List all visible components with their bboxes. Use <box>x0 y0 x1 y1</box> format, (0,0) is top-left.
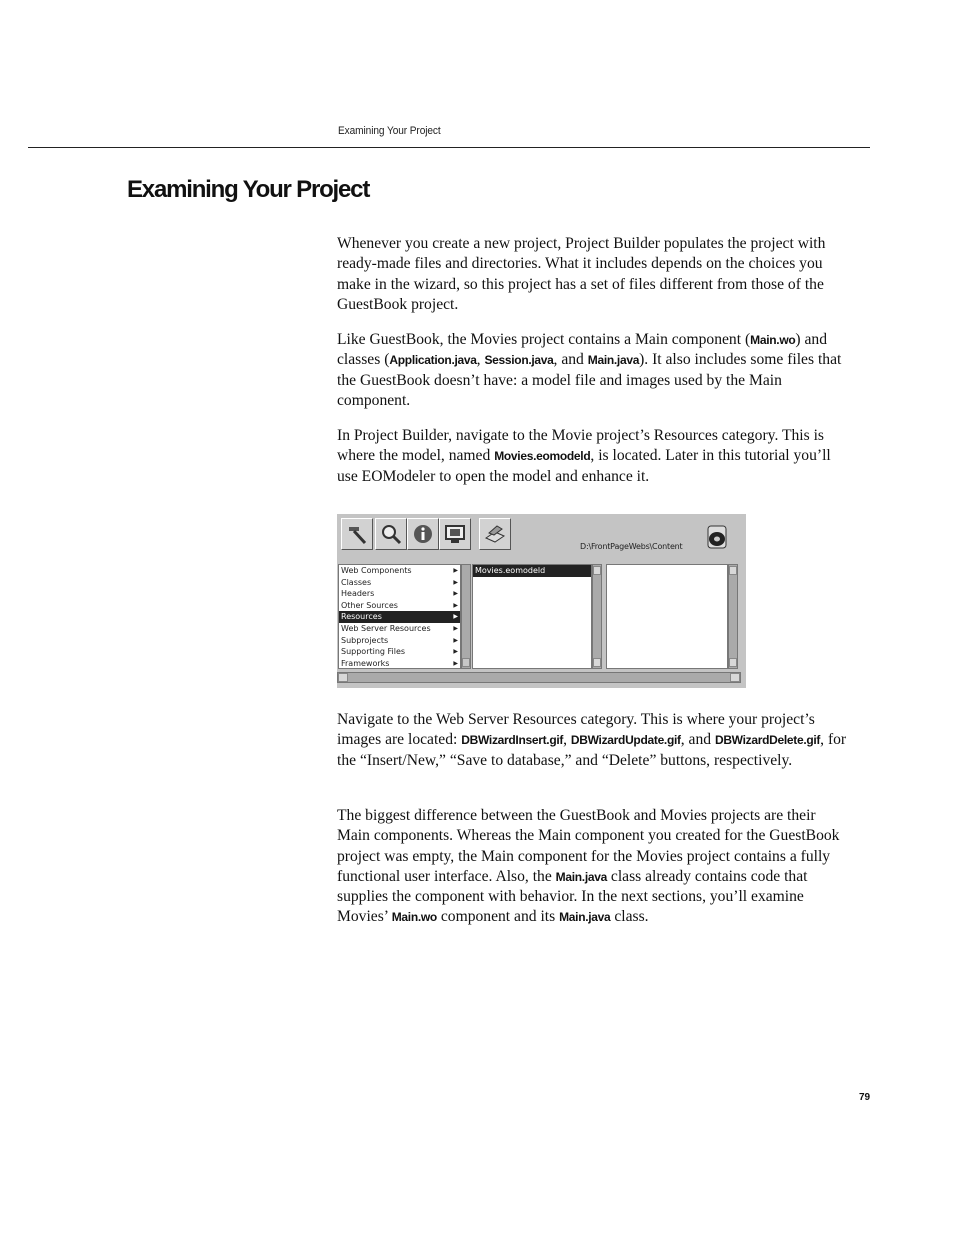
info-icon <box>411 522 435 546</box>
scroll-left-button[interactable] <box>338 673 348 682</box>
monitor-icon <box>443 522 467 546</box>
code-dbwizardinsert: DBWizardInsert.gif <box>461 733 564 748</box>
expand-arrow-icon: ▶ <box>453 578 458 586</box>
file-scrollbar[interactable] <box>592 564 602 669</box>
category-item[interactable]: Resources ▶ <box>341 612 458 622</box>
scroll-right-button[interactable] <box>730 673 740 682</box>
category-item[interactable]: Subprojects ▶ <box>341 635 458 645</box>
expand-arrow-icon: ▶ <box>453 590 458 598</box>
inspector-button[interactable] <box>407 518 439 550</box>
detail-list[interactable] <box>606 564 728 669</box>
code-main-wo: Main.wo <box>750 333 796 347</box>
category-item[interactable]: Frameworks ▶ <box>341 658 458 668</box>
header-rule <box>28 147 870 148</box>
file-list[interactable] <box>472 564 592 669</box>
code-dbwizarddelete: DBWizardDelete.gif <box>714 733 821 748</box>
category-item[interactable]: Web Components ▶ <box>341 566 458 575</box>
code-session-java: Session.java <box>484 353 554 368</box>
code-main-wo: Main.wo <box>391 910 437 925</box>
paragraph-2: Like GuestBook, the Movies project contains a Main component (Main.wo) and classes (Application.java, Session.java, and Main.java). It also includes some files that the GuestBook doesn’t have: a model file and images used by the Main component. <box>337 331 842 409</box>
find-button[interactable] <box>375 518 407 550</box>
code-main-java: Main.java <box>559 910 611 925</box>
paragraph-3: In Project Builder, navigate to the Movie project’s Resources category. This is where the model, named Movies.eomodeld, is located. Later in this tutorial you’ll use EOModeler to open the model and enhance it. <box>337 427 831 485</box>
paragraph-5: The biggest difference between the GuestBook and Movies projects are their Main components. Whereas the Main component you created for the GuestBook project was empty, the Main component for the Movies project contains a fully functional user interface. Also, the Main.java class already contains code that supplies the component with behavior. In the next sections, you’ll examine Movies’ Main.wo component and its Main.java class. <box>337 807 840 926</box>
paragraph-1: Whenever you create a new project, Project Builder populates the project with ready-made files and directories. What it includes depends on the choices you make in the wizard, so this project has a set of files different from those of the GuestBook project. <box>337 235 826 313</box>
browser-horizontal-scrollbar[interactable] <box>337 672 741 683</box>
expand-arrow-icon: ▶ <box>453 648 458 656</box>
hammer-icon <box>345 522 369 546</box>
expand-arrow-icon: ▶ <box>453 659 458 667</box>
category-item[interactable]: Other Sources ▶ <box>341 600 458 610</box>
running-head: Examining Your Project <box>338 125 441 137</box>
code-application-java: Application.java <box>389 353 477 368</box>
detail-scrollbar[interactable] <box>728 564 738 669</box>
build-button[interactable] <box>341 518 373 550</box>
page-number: 79 <box>859 1092 871 1103</box>
books-icon <box>483 522 507 546</box>
expand-arrow-icon: ▶ <box>453 613 458 621</box>
expand-arrow-icon: ▶ <box>453 624 458 632</box>
paragraph-4: Navigate to the Web Server Resources category. This is where your project’s images are located: DBWizardInsert.gif, DBWizardUpdate.gif, and DBWizardDelete.gif, for the “Insert/New,” “Save to database,” and “Delete” buttons, respectively. <box>337 711 847 769</box>
code-movies-eomodeld: Movies.eomodeld <box>494 449 591 464</box>
launch-button[interactable] <box>439 518 471 550</box>
code-main-java: Main.java <box>555 869 607 884</box>
category-item[interactable]: Classes ▶ <box>341 577 458 587</box>
code-main-java: Main.java <box>587 353 640 368</box>
file-item[interactable]: Movies.eomodeld <box>473 565 591 577</box>
category-list[interactable] <box>338 564 461 669</box>
section-title: Examining Your Project <box>127 176 370 203</box>
expand-arrow-icon: ▶ <box>453 567 458 574</box>
code-dbwizardupdate: DBWizardUpdate.gif <box>570 733 681 748</box>
project-button[interactable] <box>479 518 511 550</box>
category-scrollbar[interactable] <box>461 564 471 669</box>
expand-arrow-icon: ▶ <box>453 636 458 644</box>
category-item[interactable]: Web Server Resources ▶ <box>341 623 458 633</box>
category-item[interactable]: Headers ▶ <box>341 589 458 599</box>
expand-arrow-icon: ▶ <box>453 601 458 609</box>
category-item[interactable]: Supporting Files ▶ <box>341 647 458 657</box>
project-builder-screenshot <box>337 514 746 688</box>
magnifier-icon <box>379 522 403 546</box>
project-disk-icon <box>705 524 729 552</box>
project-path: D:\FrontPageWebs\Content <box>580 542 683 551</box>
